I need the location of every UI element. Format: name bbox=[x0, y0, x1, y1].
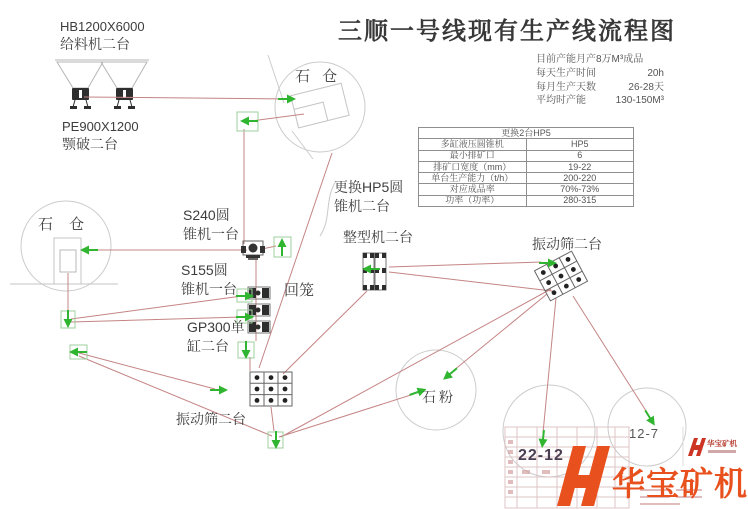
stockpile-12-7-label: 12-7 bbox=[629, 426, 660, 441]
feeder-name-label: 给料机二台 bbox=[60, 36, 130, 52]
s155-label: S155圆 锥机一台 bbox=[181, 262, 237, 297]
hp5-replace-label: 更换HP5圆 锥机二台 bbox=[334, 179, 404, 214]
vibrating-screen-bottom-icon bbox=[250, 372, 292, 406]
shaper-label: 整型机二台 bbox=[343, 229, 413, 245]
recycle-label: 回笼 bbox=[284, 282, 315, 299]
huabao-logo-small-text: 华宝矿机 bbox=[707, 439, 737, 448]
production-stats bbox=[536, 50, 664, 108]
gp300-label: GP300单 缸二台 bbox=[187, 319, 245, 354]
stats-row: 每天生产时间 20h bbox=[536, 68, 664, 79]
jaw-model-label: PE900X1200 bbox=[62, 119, 139, 134]
stats-row: 每月生产天数 26-28天 bbox=[536, 81, 664, 93]
huabao-logo-small-mark bbox=[688, 438, 706, 456]
screen-right-label: 振动筛二台 bbox=[532, 236, 602, 252]
shaping-machine-icon bbox=[363, 253, 386, 290]
s240-label: S240圆 锥机一台 bbox=[183, 207, 239, 242]
stone-powder-label: 石粉 bbox=[422, 389, 456, 405]
stockpile-22-12-label: 22-12 bbox=[518, 447, 564, 464]
silo-left-label: 石 仓 bbox=[38, 216, 91, 233]
silo-top-label: 石 仓 bbox=[295, 68, 342, 85]
huabao-logo-text: 华宝矿机 bbox=[612, 465, 748, 502]
spec-table: 更换2台HP5 多缸液压圆锥机 HP5 最小排矿口 6 排矿口宽度（mm） 19-22 单台生产能力（t/h） 200-220 对应成品率 70%-73% 功率（功率） 280-315 bbox=[418, 127, 634, 207]
stats-capacity-line: 目前产能月产8万M³成品 bbox=[536, 54, 644, 65]
feeder-model-label: HB1200X6000 bbox=[60, 19, 145, 34]
stats-row: 平均时产能 130-150M³ bbox=[536, 95, 664, 106]
spec-table-header: 更换2台HP5 bbox=[419, 128, 634, 139]
screen-bottom-label: 振动筛二台 bbox=[176, 411, 246, 427]
feeder-hoppers bbox=[55, 60, 149, 88]
page-title: 三顺一号线现有生产线流程图 bbox=[338, 18, 676, 45]
jaw-name-label: 颚破二台 bbox=[62, 136, 118, 152]
jaw-crusher-icons bbox=[70, 88, 135, 109]
logo-small-tagline-bar bbox=[708, 450, 736, 453]
silo-left-shape bbox=[10, 201, 118, 291]
cone-crusher-s240-icon bbox=[241, 241, 265, 260]
